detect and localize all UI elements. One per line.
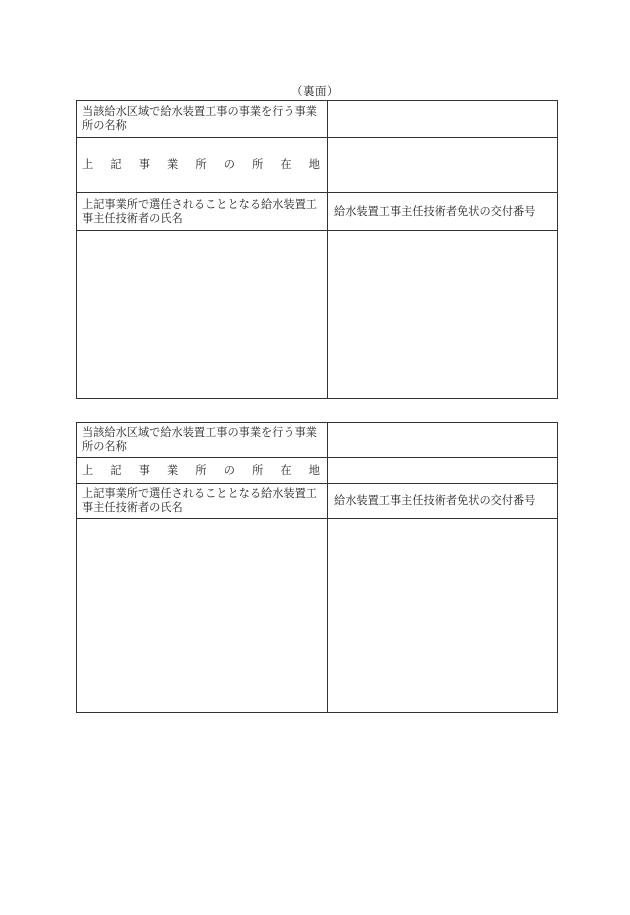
office-address-label-char: 地 bbox=[308, 158, 320, 171]
chief-header-row bbox=[77, 484, 558, 519]
chief-names-field[interactable] bbox=[77, 519, 328, 713]
reverse-side-label: （裏面） bbox=[291, 84, 339, 98]
office-address-label-char: 事 bbox=[138, 463, 150, 477]
office-name-field[interactable] bbox=[328, 101, 558, 138]
office-address-label-char: 在 bbox=[280, 463, 292, 477]
office-address-label bbox=[77, 458, 328, 484]
office-name-label: 当該給水区域で給水装置工事の事業を行う事業所の名称 bbox=[77, 423, 328, 458]
chief-name-column-header: 上記事業所で選任されることとなる給水装置工事主任技術者の氏名 bbox=[77, 484, 328, 519]
office-address-label-char: 事 bbox=[138, 158, 150, 171]
office-name-field[interactable] bbox=[328, 423, 558, 458]
office-address-label-char: 所 bbox=[195, 463, 207, 477]
office-address-label-char: 記 bbox=[110, 158, 122, 171]
chief-entry-row bbox=[77, 519, 558, 713]
office-address-field[interactable] bbox=[328, 138, 558, 193]
office-address-label-char: 在 bbox=[280, 158, 292, 171]
office-address-label-char: の bbox=[223, 158, 235, 171]
license-number-column-header: 給水装置工事主任技術者免状の交付番号 bbox=[328, 193, 558, 231]
chief-header-row bbox=[77, 193, 558, 231]
office-address-label-char: 所 bbox=[252, 463, 264, 477]
office-name-label: 当該給水区域で給水装置工事の事業を行う事業所の名称 bbox=[77, 101, 328, 138]
office-name-row bbox=[77, 101, 558, 138]
office-address-row bbox=[77, 458, 558, 484]
license-number-column-header: 給水装置工事主任技術者免状の交付番号 bbox=[328, 484, 558, 519]
office-address-label-char: 所 bbox=[252, 158, 264, 171]
chief-names-field[interactable] bbox=[77, 231, 328, 399]
office-address-row bbox=[77, 138, 558, 193]
office-address-field[interactable] bbox=[328, 458, 558, 484]
office-address-label-char: 地 bbox=[308, 463, 320, 477]
office-address-label-char: 上 bbox=[82, 463, 94, 477]
office-address-label bbox=[77, 138, 328, 193]
chief-entry-row bbox=[77, 231, 558, 399]
office-address-label-char: 業 bbox=[167, 463, 179, 477]
license-numbers-field[interactable] bbox=[328, 519, 558, 713]
office-form-table-2 bbox=[76, 422, 558, 713]
office-address-label-char: 所 bbox=[195, 158, 207, 171]
office-address-label-char: 業 bbox=[167, 158, 179, 171]
office-address-label-char: 記 bbox=[110, 463, 122, 477]
office-form-table-1 bbox=[76, 100, 558, 399]
chief-name-column-header: 上記事業所で選任されることとなる給水装置工事主任技術者の氏名 bbox=[77, 193, 328, 231]
license-numbers-field[interactable] bbox=[328, 231, 558, 399]
office-address-label-char: の bbox=[223, 463, 235, 477]
office-address-label-char: 上 bbox=[82, 158, 94, 171]
office-name-row bbox=[77, 423, 558, 458]
